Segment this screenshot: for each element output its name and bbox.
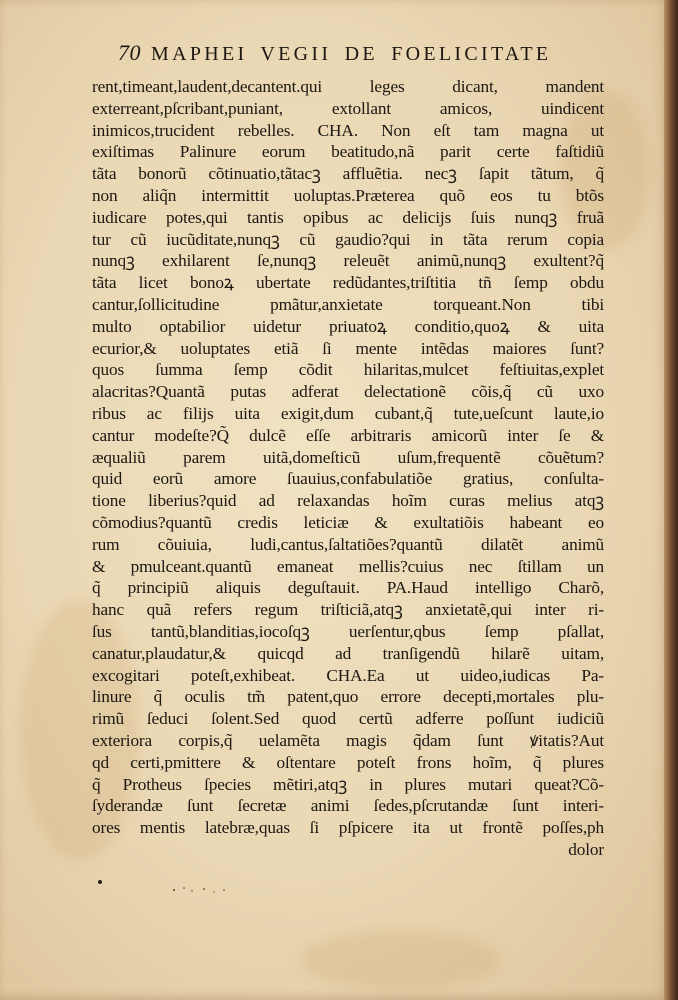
text-line: ſus tantũ,blanditias,iocoſqꝫ uerſentur,qbus ſemp pſallat,: [92, 621, 604, 641]
text-line: rum cõuiuia, ludi,cantus,ſaltatiões?quantũ dilatẽt animũ: [92, 534, 604, 554]
text-line: nunqꝫ exhilarent ſe,nunqꝫ releuẽt animũ,nunqꝫ exultent?q̃: [92, 251, 604, 271]
text-line: & pmulceant.quantũ emaneat mellis?cuius nec ſtillam un: [92, 556, 604, 576]
text-line: exterreant,pſcribant,puniant, extollant amicos, uindicent: [92, 98, 604, 118]
running-title: MAPHEI VEGII DE FOELICITATE: [151, 43, 552, 65]
text-line: q̃ principiũ aliquis deguſtauit. PA.Haud intelligo Charõ,: [92, 578, 604, 598]
text-line: excogitari poteſt,exhibeat. CHA.Ea ut uideo,iudicas Pa-: [92, 665, 604, 685]
text-line: tãta licet bonoꝝ ubertate redũdantes,triſtitia tñ ſemp obdu: [92, 273, 604, 293]
ink-speck: [98, 880, 102, 884]
text-line: non aliq̃n intermittit uoluptas.Præterea quõ eos tu btõs: [92, 185, 604, 205]
text-line: ecurior,& uoluptates etiã ſi mente intẽdas maiores ſunt?: [92, 338, 604, 358]
text-line: dolor: [568, 839, 604, 859]
text-line: tur cũ iucũditate,nunqꝫ cũ gaudio?qui in tãta rerum copia: [92, 229, 604, 249]
text-line: cantur modeſte?Q̃ dulcẽ eſſe arbitraris amicorũ inter ſe &: [92, 425, 604, 445]
text-line: linure q̃ oculis tm̃ patent,quo errore decepti,mortales plu-: [92, 687, 604, 707]
running-header: [118, 40, 618, 70]
page-number: 70: [118, 40, 141, 65]
text-line: rent,timeant,laudent,decantent.qui leges dicant, mandent: [92, 77, 604, 96]
text-line: tione liberius?quid ad relaxandas hoĩm curas melius atqꝫ: [92, 491, 604, 511]
text-line: q̃ Protheus ſpecies mẽtiri,atqꝫ in plures mutari queat?Cõ-: [92, 774, 604, 794]
text-line: rimũ ſeduci ſolent.Sed quod certũ adferre poſſunt iudiciũ: [92, 709, 604, 729]
text-line: canatur,plaudatur,& quicqd ad tranſigendũ hilarẽ uitam,: [92, 643, 604, 663]
text-line: cantur,ſollicitudine pmãtur,anxietate torqueant.Non tibi: [92, 294, 604, 314]
text-line: ores mentis latebræ,quas ſi pſpicere ita ut frontẽ poſſes,ph: [92, 818, 604, 838]
text-line: alacritas?Quantã putas adferat delectationẽ cõis,q̃ cũ uxo: [92, 382, 604, 402]
text-line: ſyderandæ ſunt ſecretæ animi ſedes,pſcrutandæ ſunt interi-: [92, 796, 604, 816]
text-line: exteriora corpis,q̃ uelamẽta magis q̃dam ſunt ꝟitatis?Aut: [92, 730, 604, 750]
page-edge-shadow: [664, 0, 678, 1000]
paper-stain: [300, 930, 500, 990]
text-line: cõmodius?quantũ credis leticiæ & exultatiõis habeant eo: [92, 512, 604, 532]
text-line: multo optabilior uidetur priuatoꝝ conditio,quoꝝ & uita: [92, 316, 604, 336]
text-line: quos ſumma ſemp cõdit hilaritas,mulcet feſtiuitas,explet: [92, 360, 604, 380]
text-line: ribus ac filijs uita exigit,dum cubant,q̃ tute,ueſcunt laute,io: [92, 403, 604, 423]
text-line: iudicare potes,qui tantis opibus ac delicijs ſuis nunqꝫ fruã: [92, 207, 604, 227]
body-text: [92, 76, 604, 861]
text-line: hanc quã refers regum triſticiã,atqꝫ anxietatẽ,qui inter ri-: [92, 600, 604, 620]
text-line: inimicos,trucident rebelles. CHA. Non eſt tam magna ut: [92, 120, 604, 140]
text-line: æqualiũ parem uitã,domeſticũ uſum,frequentẽ cõuẽtum?: [92, 447, 604, 467]
text-line: qd certi,pmittere & oſtentare poteſt frons hoĩm, q̃ plures: [92, 752, 604, 772]
ink-specks: [170, 884, 230, 896]
text-line: quid eorũ amore ſuauius,confabulatiõe gratius, conſulta-: [92, 469, 604, 489]
text-line: tãta bonorũ cõtinuatio,tãtacꝫ affluẽtia. necꝫ ſapit tãtum, q̃: [92, 164, 604, 184]
text-line: exiſtimas Palinure eorum beatitudo,nã parit certe faſtidiũ: [92, 142, 604, 162]
